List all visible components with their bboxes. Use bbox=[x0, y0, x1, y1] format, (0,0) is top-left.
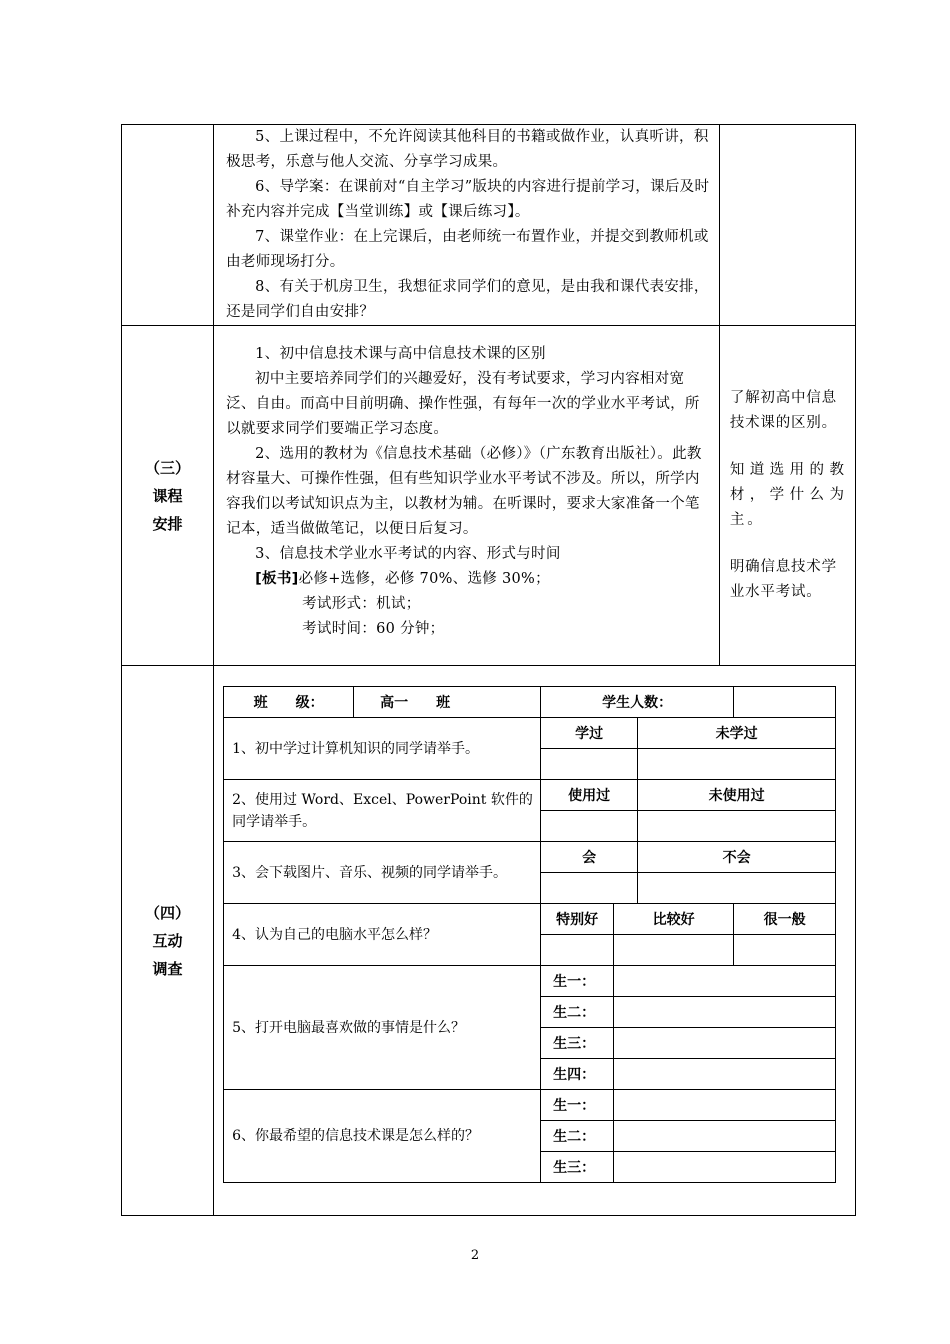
section3-label-cell bbox=[122, 326, 214, 666]
q3-option-b: 不会 bbox=[638, 842, 836, 873]
q5-student-4-label: 生四： bbox=[541, 1059, 614, 1090]
q5-student-1-answer[interactable] bbox=[614, 966, 836, 997]
q6-student-3-answer[interactable] bbox=[614, 1152, 836, 1183]
section4-content-cell bbox=[214, 666, 856, 1216]
q5-student-2-answer[interactable] bbox=[614, 997, 836, 1028]
rules-row bbox=[122, 125, 856, 326]
lesson-plan-table bbox=[121, 124, 856, 1216]
survey-table bbox=[223, 686, 836, 1183]
board-tag: [板书] bbox=[255, 571, 299, 587]
section3-label: （三） 课程 安排 bbox=[145, 458, 191, 533]
q6-student-1-label: 生一： bbox=[541, 1090, 614, 1121]
q4-answer-c[interactable] bbox=[734, 935, 836, 966]
q6-student-2-label: 生二： bbox=[541, 1121, 614, 1152]
s3-para-1: 1、初中信息技术课与高中信息技术课的区别 bbox=[255, 346, 546, 362]
q5-student-2-label: 生二： bbox=[541, 997, 614, 1028]
rule-7: 7、课堂作业：在上完课后，由老师统一布置作业，并提交到教师机或由老师现场打分。 bbox=[226, 229, 709, 270]
board-note bbox=[214, 567, 719, 592]
student-count-value[interactable] bbox=[734, 687, 836, 718]
section3-content-cell bbox=[214, 326, 720, 666]
q2-option-b: 未使用过 bbox=[638, 780, 836, 811]
class-label: 班 级： bbox=[224, 687, 354, 718]
page-number: 2 bbox=[470, 1248, 480, 1263]
student-count-label: 学生人数： bbox=[541, 687, 734, 718]
q6-student-1-answer[interactable] bbox=[614, 1090, 836, 1121]
s3-note-1: 了解初高中信息技术课的区别。 bbox=[729, 390, 837, 431]
q6-row-1 bbox=[224, 1090, 836, 1121]
rules-label-cell bbox=[122, 125, 214, 326]
section4-label-cell bbox=[122, 666, 214, 1216]
q2-row bbox=[224, 780, 836, 811]
section-course-arrangement bbox=[122, 326, 856, 666]
rules-note-cell bbox=[719, 125, 855, 326]
exam-form: 考试形式：机试； bbox=[302, 596, 421, 612]
q6-student-3-label: 生三： bbox=[541, 1152, 614, 1183]
q4-answer-a[interactable] bbox=[541, 935, 614, 966]
q3-option-a: 会 bbox=[541, 842, 638, 873]
q1-answer-b[interactable] bbox=[638, 749, 836, 780]
s3-para-4: 3、信息技术学业水平考试的内容、形式与时间 bbox=[255, 546, 561, 562]
q1-row bbox=[224, 718, 836, 749]
board-text: 必修+选修，必修 70%、选修 30%； bbox=[298, 571, 550, 587]
q3-text: 3、会下载图片、音乐、视频的同学请举手。 bbox=[224, 842, 541, 904]
q5-student-1-label: 生一： bbox=[541, 966, 614, 997]
q3-answer-a[interactable] bbox=[541, 873, 638, 904]
q4-option-a: 特别好 bbox=[541, 904, 614, 935]
rule-8: 8、有关于机房卫生，我想征求同学们的意见，是由我和课代表安排，还是同学们自由安排？ bbox=[226, 279, 709, 320]
q1-answer-a[interactable] bbox=[541, 749, 638, 780]
q5-row-1 bbox=[224, 966, 836, 997]
s3-note-3: 明确信息技术学业水平考试。 bbox=[729, 559, 837, 600]
s3-para-2: 初中主要培养同学们的兴趣爱好，没有考试要求，学习内容相对宽泛、自由。而高中目前明确、操作性强，有每年一次的学业水平考试，所以就要求同学们要端正学习态度。 bbox=[226, 371, 700, 437]
exam-time: 考试时间：60 分钟； bbox=[302, 621, 445, 637]
q4-row bbox=[224, 904, 836, 935]
q2-option-a: 使用过 bbox=[541, 780, 638, 811]
q4-text: 4、认为自己的电脑水平怎么样？ bbox=[224, 904, 541, 966]
q2-answer-b[interactable] bbox=[638, 811, 836, 842]
q5-student-3-answer[interactable] bbox=[614, 1028, 836, 1059]
q6-student-2-answer[interactable] bbox=[614, 1121, 836, 1152]
q5-text: 5、打开电脑最喜欢做的事情是什么？ bbox=[224, 966, 541, 1090]
q2-text: 2、使用过 Word、Excel、PowerPoint 软件的同学请举手。 bbox=[224, 780, 541, 842]
rule-6: 6、导学案：在课前对“自主学习”版块的内容进行提前学习，课后及时补充内容并完成【当堂训练】或【课后练习】。 bbox=[226, 179, 710, 220]
section-interactive-survey bbox=[122, 666, 856, 1216]
q5-student-3-label: 生三： bbox=[541, 1028, 614, 1059]
class-value: 高一 班 bbox=[354, 687, 541, 718]
q4-answer-b[interactable] bbox=[614, 935, 734, 966]
q3-row bbox=[224, 842, 836, 873]
q2-answer-a[interactable] bbox=[541, 811, 638, 842]
q4-option-c: 很一般 bbox=[734, 904, 836, 935]
q1-option-a: 学过 bbox=[541, 718, 638, 749]
rule-5: 5、上课过程中，不允许阅读其他科目的书籍或做作业，认真听讲，积极思考，乐意与他人交流、分享学习成果。 bbox=[226, 129, 709, 170]
survey-header-row bbox=[224, 687, 836, 718]
rules-content-cell bbox=[214, 125, 720, 326]
q1-option-b: 未学过 bbox=[638, 718, 836, 749]
q5-student-4-answer[interactable] bbox=[614, 1059, 836, 1090]
section4-label: （四） 互动 调查 bbox=[145, 903, 191, 978]
section3-note-cell bbox=[719, 326, 855, 666]
q1-text: 1、初中学过计算机知识的同学请举手。 bbox=[224, 718, 541, 780]
q6-text: 6、你最希望的信息技术课是怎么样的？ bbox=[224, 1090, 541, 1183]
s3-para-3: 2、选用的教材为《信息技术基础（必修）》（广东教育出版社）。此教材容量大、可操作性强，但有些知识学业水平考试不涉及。所以，所学内容我们以考试知识点为主，以教材为辅。在听课时，要求大家准备一个笔记本，适当做做笔记，以便日后复习。 bbox=[226, 446, 702, 537]
q4-option-b: 比较好 bbox=[614, 904, 734, 935]
q3-answer-b[interactable] bbox=[638, 873, 836, 904]
s3-note-2: 知道选用的教材，学什么为主。 bbox=[729, 462, 847, 528]
